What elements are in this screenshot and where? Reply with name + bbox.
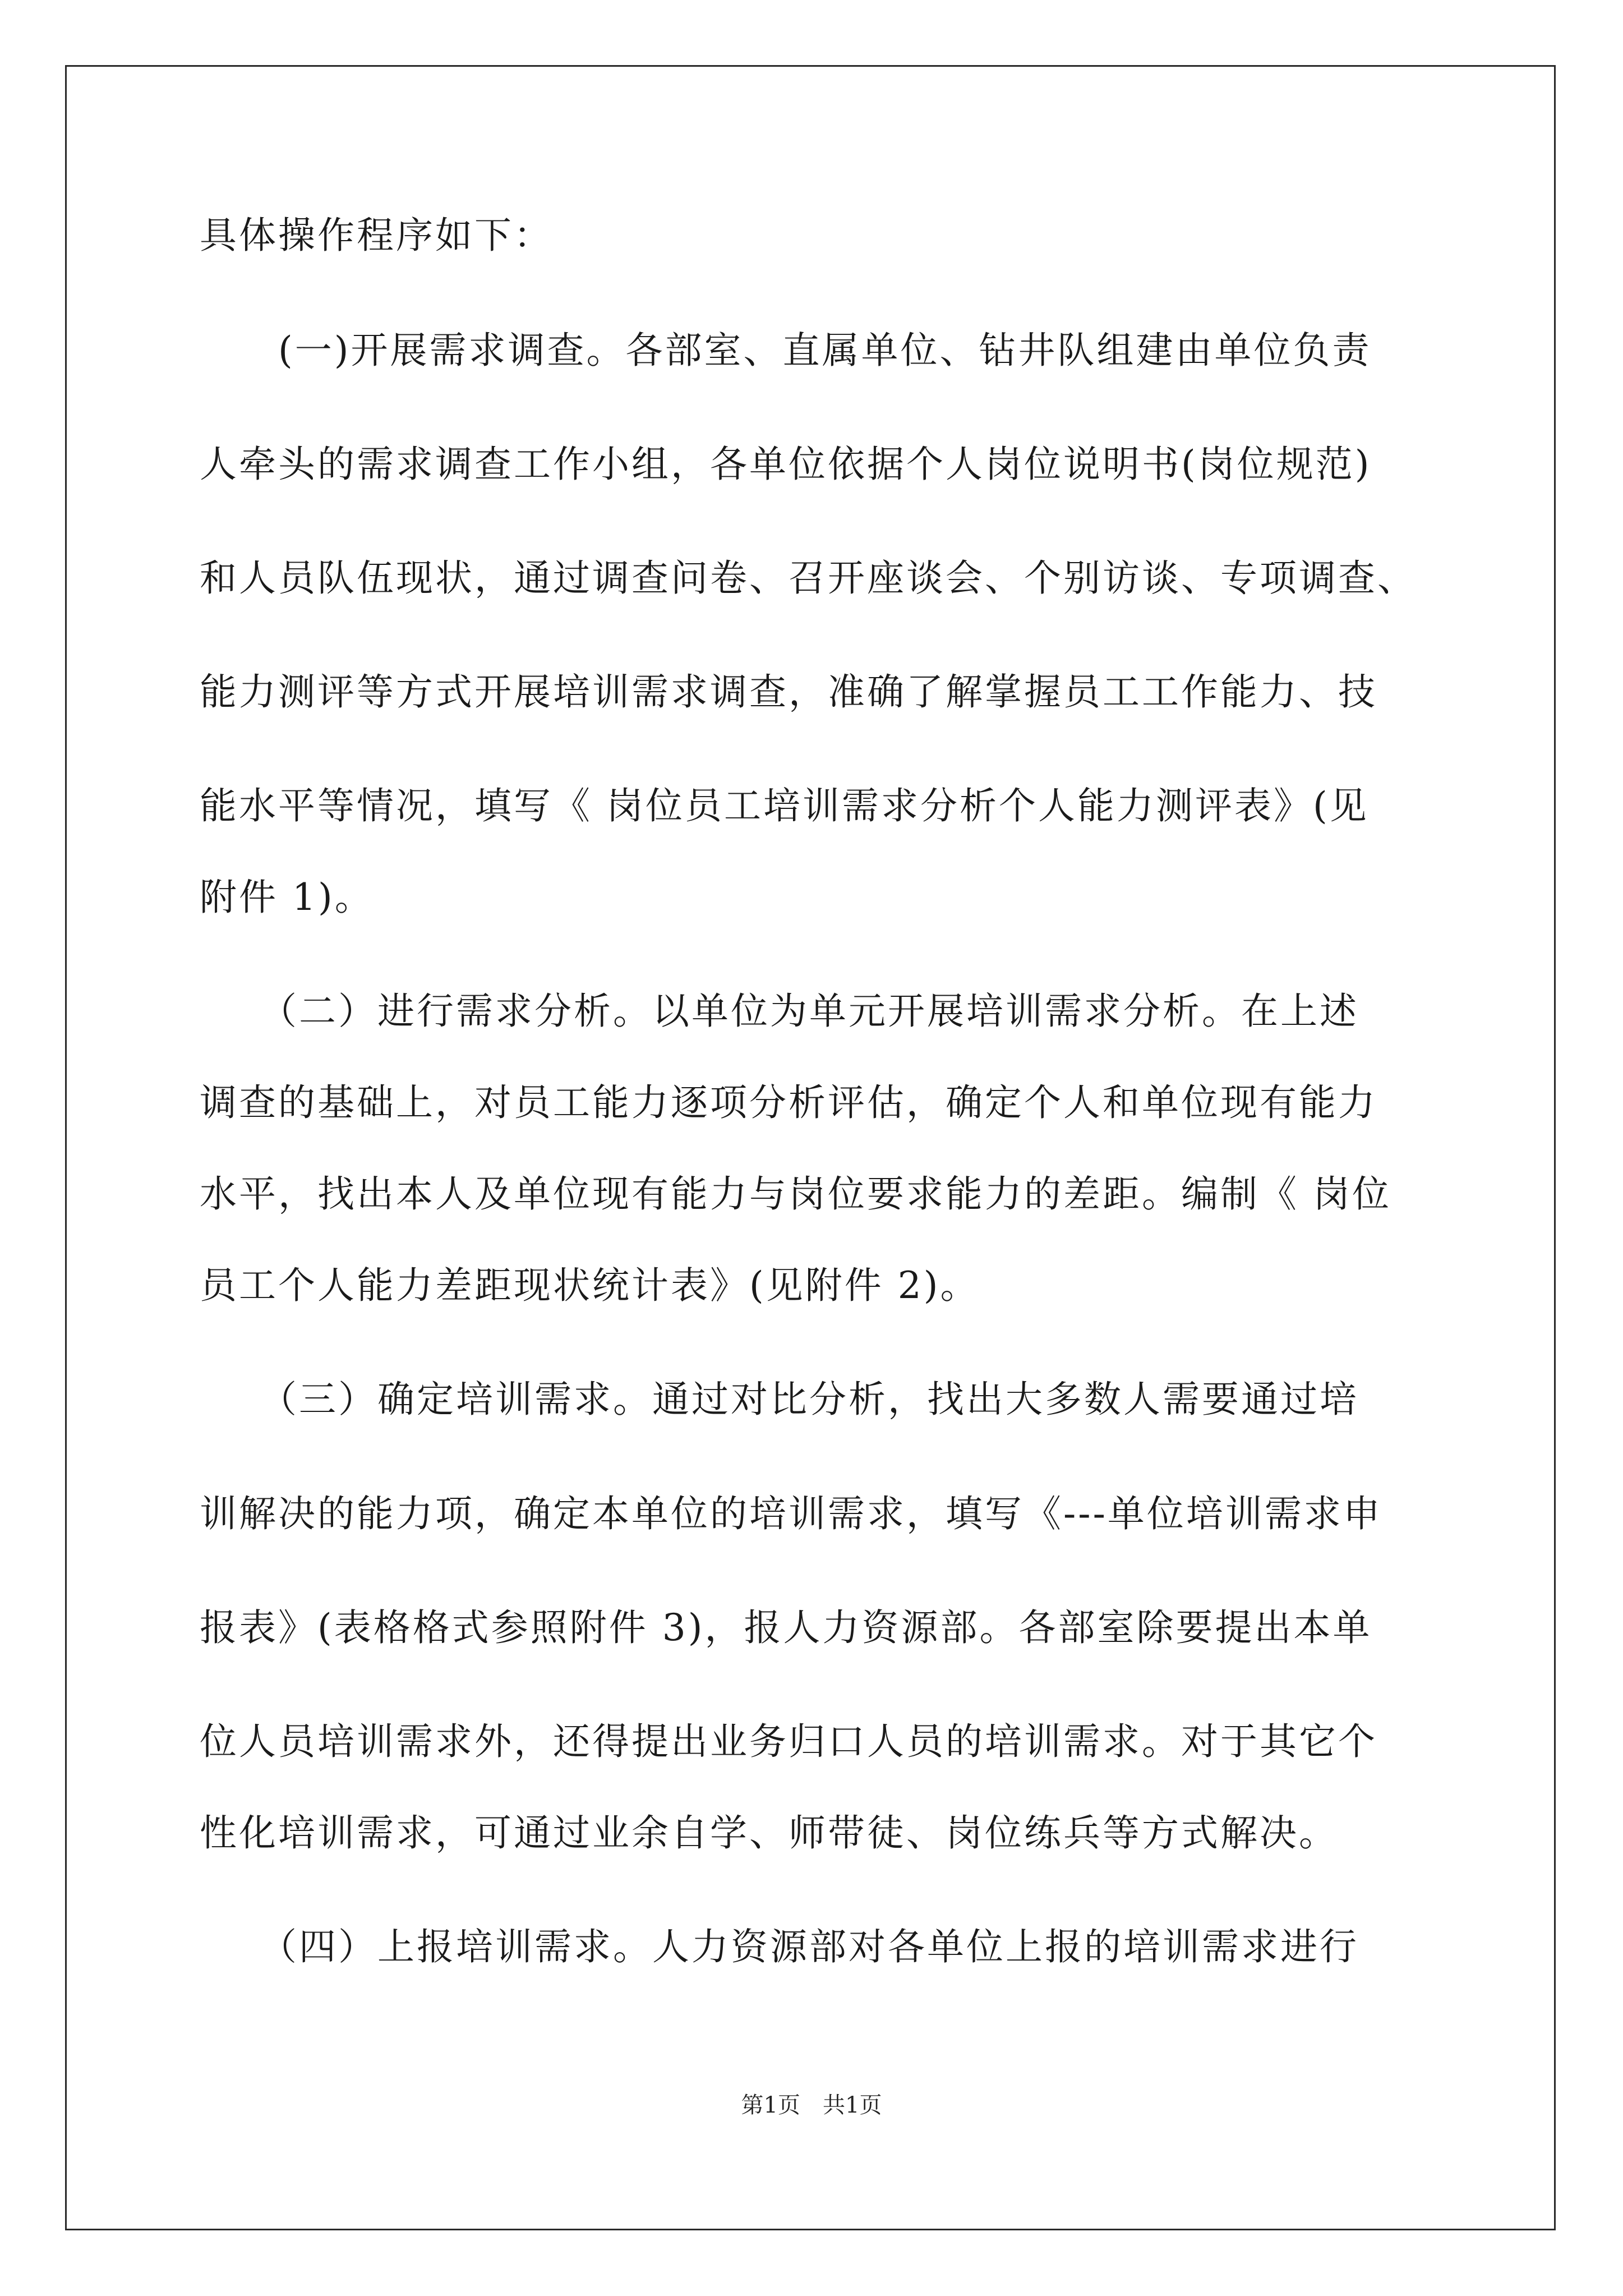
text-line: (一)开展需求调查。各部室、直属单位、钻井队组建由单位负责 (200, 329, 1372, 372)
text-line: 训解决的能力项，确定本单位的培训需求，填写《---单位培训需求申 (200, 1492, 1382, 1535)
text-line: 附件 1)。 (200, 876, 374, 919)
text-line: （四）上报培训需求。人力资源部对各单位上报的培训需求进行 (200, 1925, 1359, 1968)
text-line: 调查的基础上，对员工能力逐项分析评估，确定个人和单位现有能力 (200, 1081, 1377, 1124)
page-number-footer: 第1页 共1页 (741, 2092, 882, 2118)
text-line: （二）进行需求分析。以单位为单元开展培训需求分析。在上述 (200, 990, 1359, 1033)
text-line: 和人员队伍现状，通过调查问卷、召开座谈会、个别访谈、专项调查、 (200, 556, 1417, 600)
text-line: 报表》(表格格式参照附件 3)，报人力资源部。各部室除要提出本单 (200, 1606, 1372, 1649)
text-line: 人牵头的需求调查工作小组，各单位依据个人岗位说明书(岗位规范) (200, 443, 1372, 486)
text-line: 水平，找出本人及单位现有能力与岗位要求能力的差距。编制《 岗位 (200, 1172, 1391, 1216)
text-line: 性化培训需求，可通过业余自学、师带徒、岗位练兵等方式解决。 (200, 1811, 1338, 1855)
text-line: 位人员培训需求外，还得提出业务归口人员的培训需求。对于其它个 (200, 1720, 1377, 1763)
text-line: 能力测评等方式开展培训需求调查，准确了解掌握员工工作能力、技 (200, 670, 1377, 714)
text-line: 员工个人能力差距现状统计表》(见附件 2)。 (200, 1264, 980, 1307)
page-border (65, 65, 1556, 2230)
text-line: 具体操作程序如下： (200, 214, 553, 257)
text-line: 能水平等情况，填写《 岗位员工培训需求分析个人能力测评表》(见 (200, 784, 1369, 827)
text-line: （三）确定培训需求。通过对比分析，找出大多数人需要通过培 (200, 1378, 1359, 1421)
